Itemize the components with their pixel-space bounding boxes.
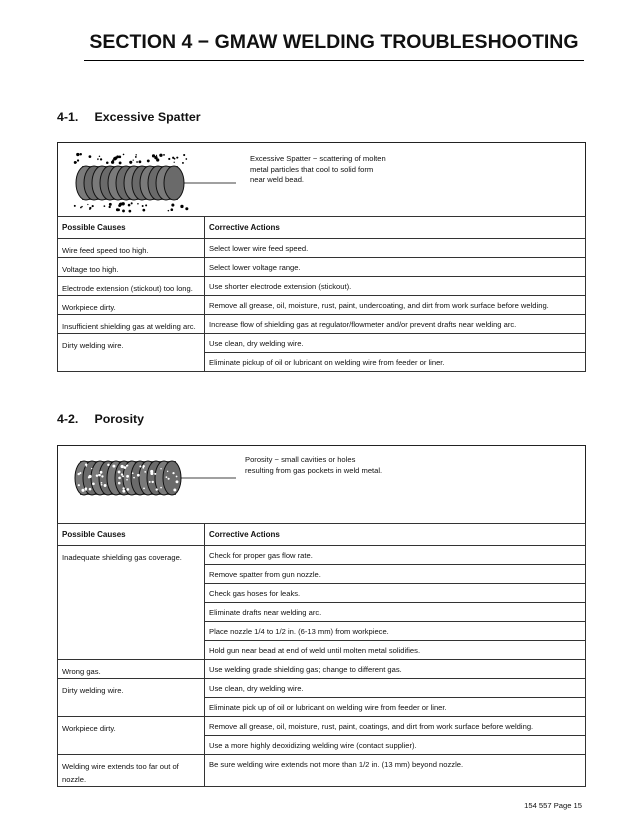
table-row — [58, 755, 586, 787]
possible-cause-cell: Inadequate shielding gas coverage. — [58, 546, 205, 660]
page-footer: 154 557 Page 15 — [524, 801, 582, 810]
table-row — [58, 258, 586, 277]
section-title: Porosity — [94, 412, 145, 426]
corrective-action-cell: Use welding grade shielding gas; change to different gas. — [205, 660, 586, 679]
corrective-action-cell: Remove all grease, oil, moisture, rust, paint, undercoating, and dirt from work surface before welding. — [205, 296, 586, 315]
possible-cause-cell: Electrode extension (stickout) too long. — [58, 277, 205, 296]
spatter-troubleshooting-table — [57, 216, 586, 372]
table-header-row — [58, 524, 586, 546]
possible-cause-cell: Dirty welding wire. — [58, 334, 205, 372]
table-row — [58, 660, 586, 679]
header-possible-causes: Possible Causes — [58, 524, 205, 546]
header-corrective-actions: Corrective Actions — [205, 524, 586, 546]
corrective-action-cell: Select lower voltage range. — [205, 258, 586, 277]
corrective-action-cell: Place nozzle 1/4 to 1/2 in. (6-13 mm) from workpiece. — [205, 622, 586, 641]
table-row — [58, 277, 586, 296]
porosity-figure-box — [57, 445, 586, 523]
table-row — [58, 315, 586, 334]
corrective-action-cell: Be sure welding wire extends not more than 1/2 in. (13 mm) beyond nozzle. — [205, 755, 586, 787]
possible-cause-cell: Workpiece dirty. — [58, 717, 205, 755]
table-row — [58, 296, 586, 315]
table-row — [58, 334, 586, 353]
section-number: 4-1. — [57, 110, 79, 124]
table-row — [58, 717, 586, 736]
corrective-action-cell: Select lower wire feed speed. — [205, 239, 586, 258]
corrective-action-cell: Check for proper gas flow rate. — [205, 546, 586, 565]
page-title: SECTION 4 − GMAW WELDING TROUBLESHOOTING — [89, 31, 579, 53]
possible-cause-cell: Insufficient shielding gas at welding arc. — [58, 315, 205, 334]
porosity-troubleshooting-table — [57, 523, 586, 787]
possible-cause-cell: Dirty welding wire. — [58, 679, 205, 717]
section-title: Excessive Spatter — [94, 110, 201, 124]
table-row — [58, 546, 586, 565]
table-row — [58, 679, 586, 698]
corrective-action-cell: Use clean, dry welding wire. — [205, 334, 586, 353]
possible-cause-cell: Workpiece dirty. — [58, 296, 205, 315]
corrective-action-cell: Use shorter electrode extension (stickout). — [205, 277, 586, 296]
corrective-action-cell: Use clean, dry welding wire. — [205, 679, 586, 698]
corrective-action-cell: Eliminate drafts near welding arc. — [205, 603, 586, 622]
porosity-weld-bead-illustration — [58, 446, 238, 524]
spatter-figure-box — [57, 142, 586, 216]
header-corrective-actions: Corrective Actions — [205, 217, 586, 239]
section-heading-spatter — [57, 110, 201, 124]
porosity-figure-description: Porosity − small cavities or holes resulting from gas pockets in weld metal. — [245, 455, 383, 475]
section-number: 4-2. — [57, 412, 79, 426]
corrective-action-cell: Use a more highly deoxidizing welding wire (contact supplier). — [205, 736, 586, 755]
corrective-action-cell: Eliminate pickup of oil or lubricant on welding wire from feeder or liner. — [205, 353, 586, 372]
spatter-weld-bead-illustration — [58, 143, 238, 217]
possible-cause-cell: Wire feed speed too high. — [58, 239, 205, 258]
possible-cause-cell: Wrong gas. — [58, 660, 205, 679]
table-header-row — [58, 217, 586, 239]
corrective-action-cell: Check gas hoses for leaks. — [205, 584, 586, 603]
corrective-action-cell: Eliminate pick up of oil or lubricant on welding wire from feeder or liner. — [205, 698, 586, 717]
title-divider — [84, 60, 584, 61]
corrective-action-cell: Hold gun near bead at end of weld until molten metal solidifies. — [205, 641, 586, 660]
possible-cause-cell: Voltage too high. — [58, 258, 205, 277]
header-possible-causes: Possible Causes — [58, 217, 205, 239]
possible-cause-cell: Welding wire extends too far out of nozzle. — [58, 755, 205, 787]
section-heading-porosity — [57, 412, 144, 426]
corrective-action-cell: Remove all grease, oil, moisture, rust, paint, coatings, and dirt from work surface before welding. — [205, 717, 586, 736]
corrective-action-cell: Increase flow of shielding gas at regulator/flowmeter and/or prevent drafts near welding arc. — [205, 315, 586, 334]
spatter-figure-description: Excessive Spatter − scattering of molten metal particles that cool to solid form near weld bead. — [250, 154, 386, 184]
table-row — [58, 239, 586, 258]
corrective-action-cell: Remove spatter from gun nozzle. — [205, 565, 586, 584]
